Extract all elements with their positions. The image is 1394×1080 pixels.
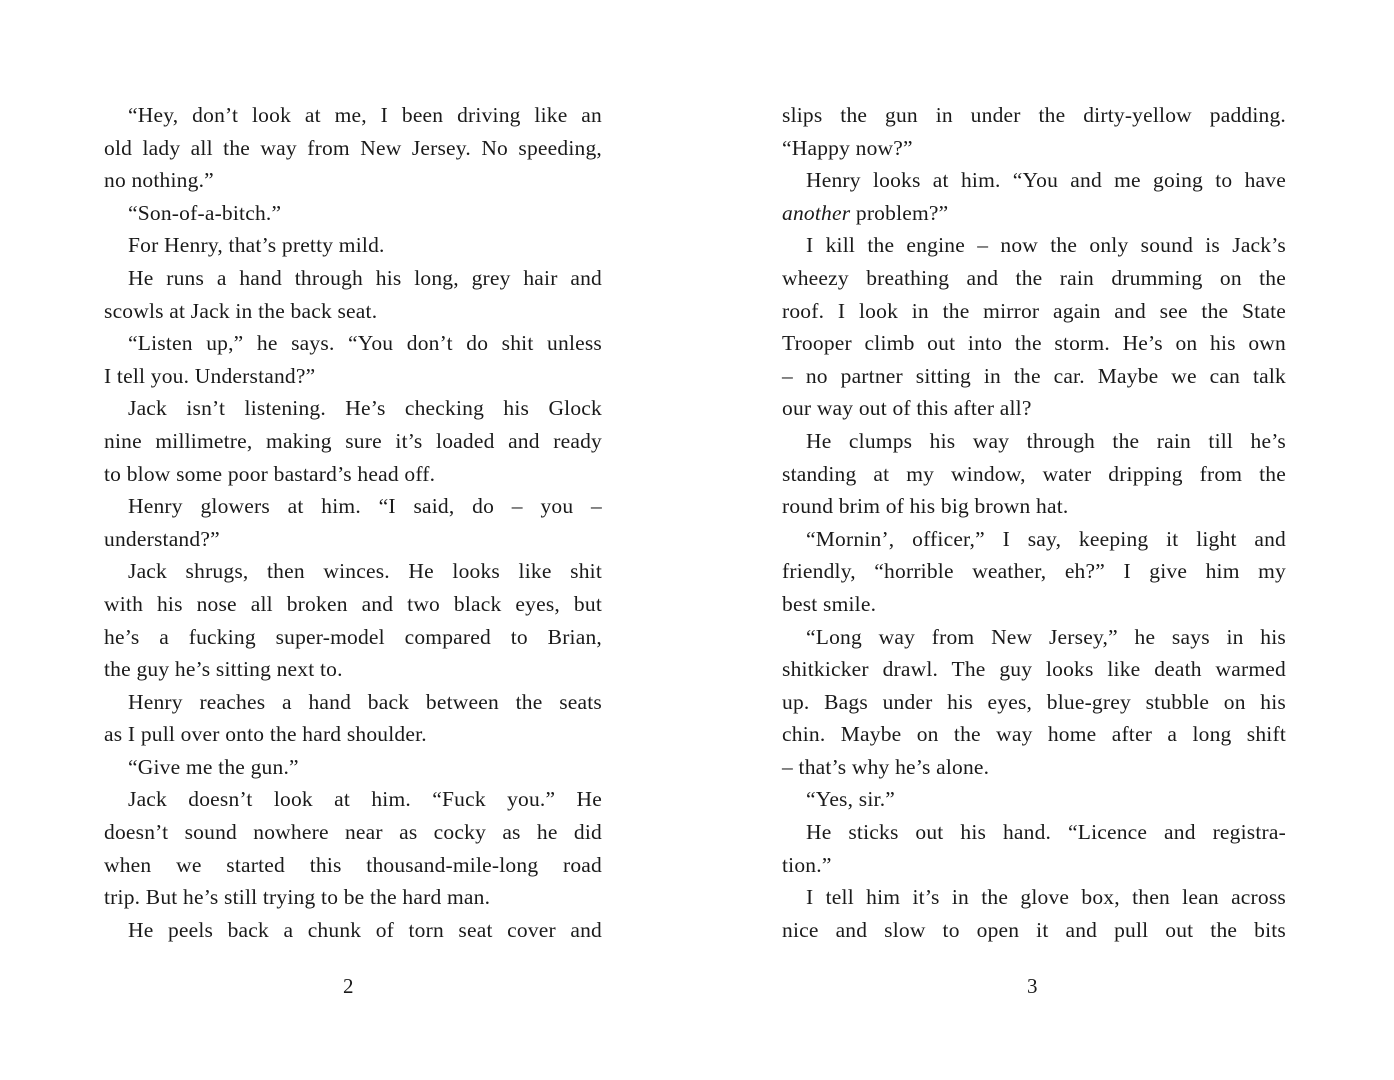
text-line: to blow some poor bastard’s head off. [104, 461, 436, 486]
text-line: “Happy now?” [782, 135, 913, 160]
text-line: wheezy breathing and the rain drumming on the [782, 265, 1286, 290]
text-line [782, 197, 1286, 230]
text-line: when we started this thousand-mile-long road [104, 852, 602, 877]
text-line: “Mornin’, officer,” I say, keeping it light and [806, 526, 1286, 551]
text-span: problem?” [850, 200, 949, 225]
text-line: as I pull over onto the hard shoulder. [104, 722, 427, 747]
text-line: scowls at Jack in the back seat. [104, 298, 378, 323]
text-line: He sticks out his hand. “Licence and registra- [806, 820, 1286, 845]
text-line: I tell you. Understand?” [104, 363, 316, 388]
text-line: friendly, “horrible weather, eh?” I give him my [782, 559, 1286, 584]
text-line: no nothing.” [104, 168, 214, 193]
text-line: round brim of his big brown hat. [782, 494, 1069, 519]
page-number-right: 3 [1027, 974, 1038, 998]
text-line: I kill the engine – now the only sound is Jack’s [806, 233, 1286, 258]
text-line: “Long way from New Jersey,” he says in his [806, 624, 1286, 649]
text-line: doesn’t sound nowhere near as cocky as he did [104, 820, 602, 845]
text-line: “Son-of-a-bitch.” [128, 200, 282, 225]
text-line: with his nose all broken and two black eyes, but [104, 591, 602, 616]
text-line: “Listen up,” he says. “You don’t do shit unless [128, 331, 602, 356]
text-line: trip. But he’s still trying to be the hard man. [104, 885, 491, 910]
text-line: Trooper climb out into the storm. He’s on his own [782, 331, 1286, 356]
text-line: nine millimetre, making sure it’s loaded and ready [104, 428, 602, 453]
text-line: nice and slow to open it and pull out the bits [782, 917, 1286, 942]
text-line: up. Bags under his eyes, blue-grey stubble on his [782, 689, 1286, 714]
text-line: I tell him it’s in the glove box, then lean across [806, 885, 1286, 910]
text-line: Henry looks at him. “You and me going to have [806, 168, 1286, 193]
text-line: he’s a fucking super-model compared to Brian, [104, 624, 602, 649]
text-line: old lady all the way from New Jersey. No speeding, [104, 135, 602, 160]
text-line: roof. I look in the mirror again and see the State [782, 298, 1286, 323]
text-line: standing at my window, water dripping from the [782, 461, 1286, 486]
text-line: Henry glowers at him. “I said, do – you – [128, 494, 602, 519]
text-line: best smile. [782, 591, 877, 616]
text-line: Henry reaches a hand back between the seats [128, 689, 602, 714]
text-line: chin. Maybe on the way home after a long shift [782, 722, 1286, 747]
text-line: “Give me the gun.” [128, 754, 299, 779]
text-line: understand?” [104, 526, 220, 551]
text-line: our way out of this after all? [782, 396, 1032, 421]
text-line: Jack isn’t listening. He’s checking his Glock [128, 396, 602, 421]
text-line: “Hey, don’t look at me, I been driving like an [128, 103, 602, 127]
text-line: shitkicker drawl. The guy looks like death warmed [782, 657, 1286, 682]
text-line: slips the gun in under the dirty-yellow padding. [782, 103, 1286, 127]
italic-word: another [782, 200, 851, 225]
text-line: For Henry, that’s pretty mild. [128, 233, 385, 258]
text-line: tion.” [782, 852, 832, 877]
text-line: Jack shrugs, then winces. He looks like shit [128, 559, 602, 584]
text-line: – that’s why he’s alone. [782, 754, 990, 779]
text-line: He runs a hand through his long, grey hair and [128, 265, 602, 290]
left-page-text [104, 99, 602, 946]
right-page-text [782, 99, 1286, 946]
text-line: “Yes, sir.” [806, 787, 896, 812]
text-line: Jack doesn’t look at him. “Fuck you.” He [128, 787, 602, 812]
text-line: He clumps his way through the rain till he’s [806, 428, 1286, 453]
text-line: the guy he’s sitting next to. [104, 657, 343, 682]
page-number-left: 2 [343, 974, 354, 998]
text-line: He peels back a chunk of torn seat cover and [128, 917, 602, 942]
text-line: – no partner sitting in the car. Maybe we can talk [782, 363, 1286, 388]
